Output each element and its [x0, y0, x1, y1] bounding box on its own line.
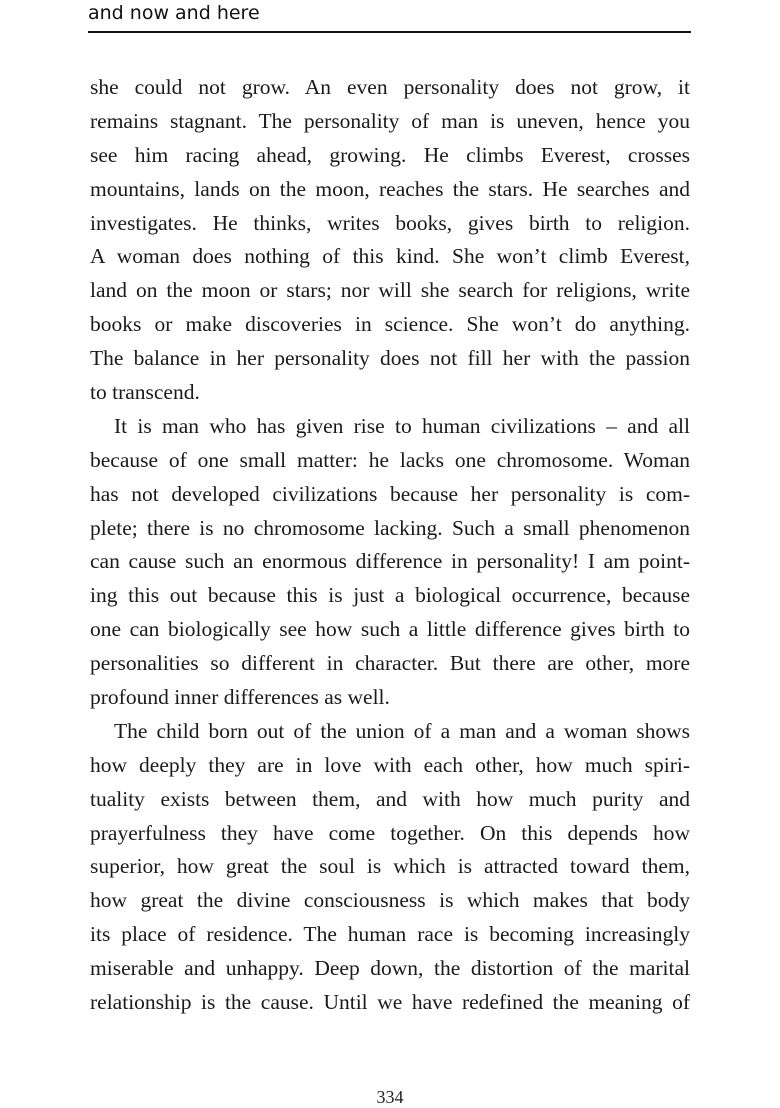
paragraph — [90, 715, 690, 1020]
text-line: she could not grow. An even personality does not grow, it — [90, 75, 690, 99]
text-line: books or make discoveries in science. She won’t do anything. — [90, 312, 690, 337]
text-line: remains stagnant. The personality of man is uneven, hence you — [90, 108, 690, 133]
running-header: and now and here — [88, 2, 260, 24]
text-line: miserable and unhappy. Deep down, the distortion of the marital — [90, 956, 690, 981]
header-rule — [88, 31, 691, 33]
text-line: land on the moon or stars; nor will she search for religions, write — [90, 278, 690, 303]
paragraph — [90, 71, 690, 410]
text-line: one can biologically see how such a little difference gives birth to — [90, 617, 690, 642]
text-line: profound inner differences as well. — [90, 685, 390, 710]
text-line: to transcend. — [90, 380, 200, 405]
text-line: has not developed civilizations because her personality is com- — [90, 481, 690, 506]
text-line: mountains, lands on the moon, reaches the stars. He searches and — [90, 176, 690, 201]
text-line: because of one small matter: he lacks one chromosome. Woman — [90, 447, 690, 472]
text-line: can cause such an enormous difference in personality! I am point- — [90, 549, 690, 574]
text-line: superior, how great the soul is which is attracted toward them, — [90, 854, 690, 879]
text-line: ing this out because this is just a biological occurrence, because — [90, 583, 690, 608]
text-line: see him racing ahead, growing. He climbs Everest, crosses — [90, 142, 690, 167]
body-text — [90, 71, 690, 1020]
text-line: plete; there is no chromosome lacking. Such a small phenomenon — [90, 515, 690, 540]
text-line: The balance in her personality does not fill her with the passion — [90, 346, 690, 371]
text-line: how deeply they are in love with each other, how much spiri- — [90, 752, 690, 777]
text-line: The child born out of the union of a man and a woman shows — [114, 718, 690, 743]
paragraph — [90, 410, 690, 715]
text-line: A woman does nothing of this kind. She won’t climb Everest, — [90, 244, 690, 269]
page-number: 334 — [376, 1087, 404, 1107]
text-line: relationship is the cause. Until we have redefined the meaning of — [90, 990, 690, 1015]
text-line: its place of residence. The human race is becoming increasingly — [90, 922, 690, 947]
text-line: It is man who has given rise to human civilizations – and all — [114, 413, 690, 438]
text-line: how great the divine consciousness is which makes that body — [90, 888, 690, 913]
text-line: prayerfulness they have come together. On this depends how — [90, 820, 690, 845]
text-line: investigates. He thinks, writes books, gives birth to religion. — [90, 210, 690, 235]
text-line: tuality exists between them, and with how much purity and — [90, 786, 690, 811]
text-line: personalities so different in character. But there are other, more — [90, 651, 690, 676]
